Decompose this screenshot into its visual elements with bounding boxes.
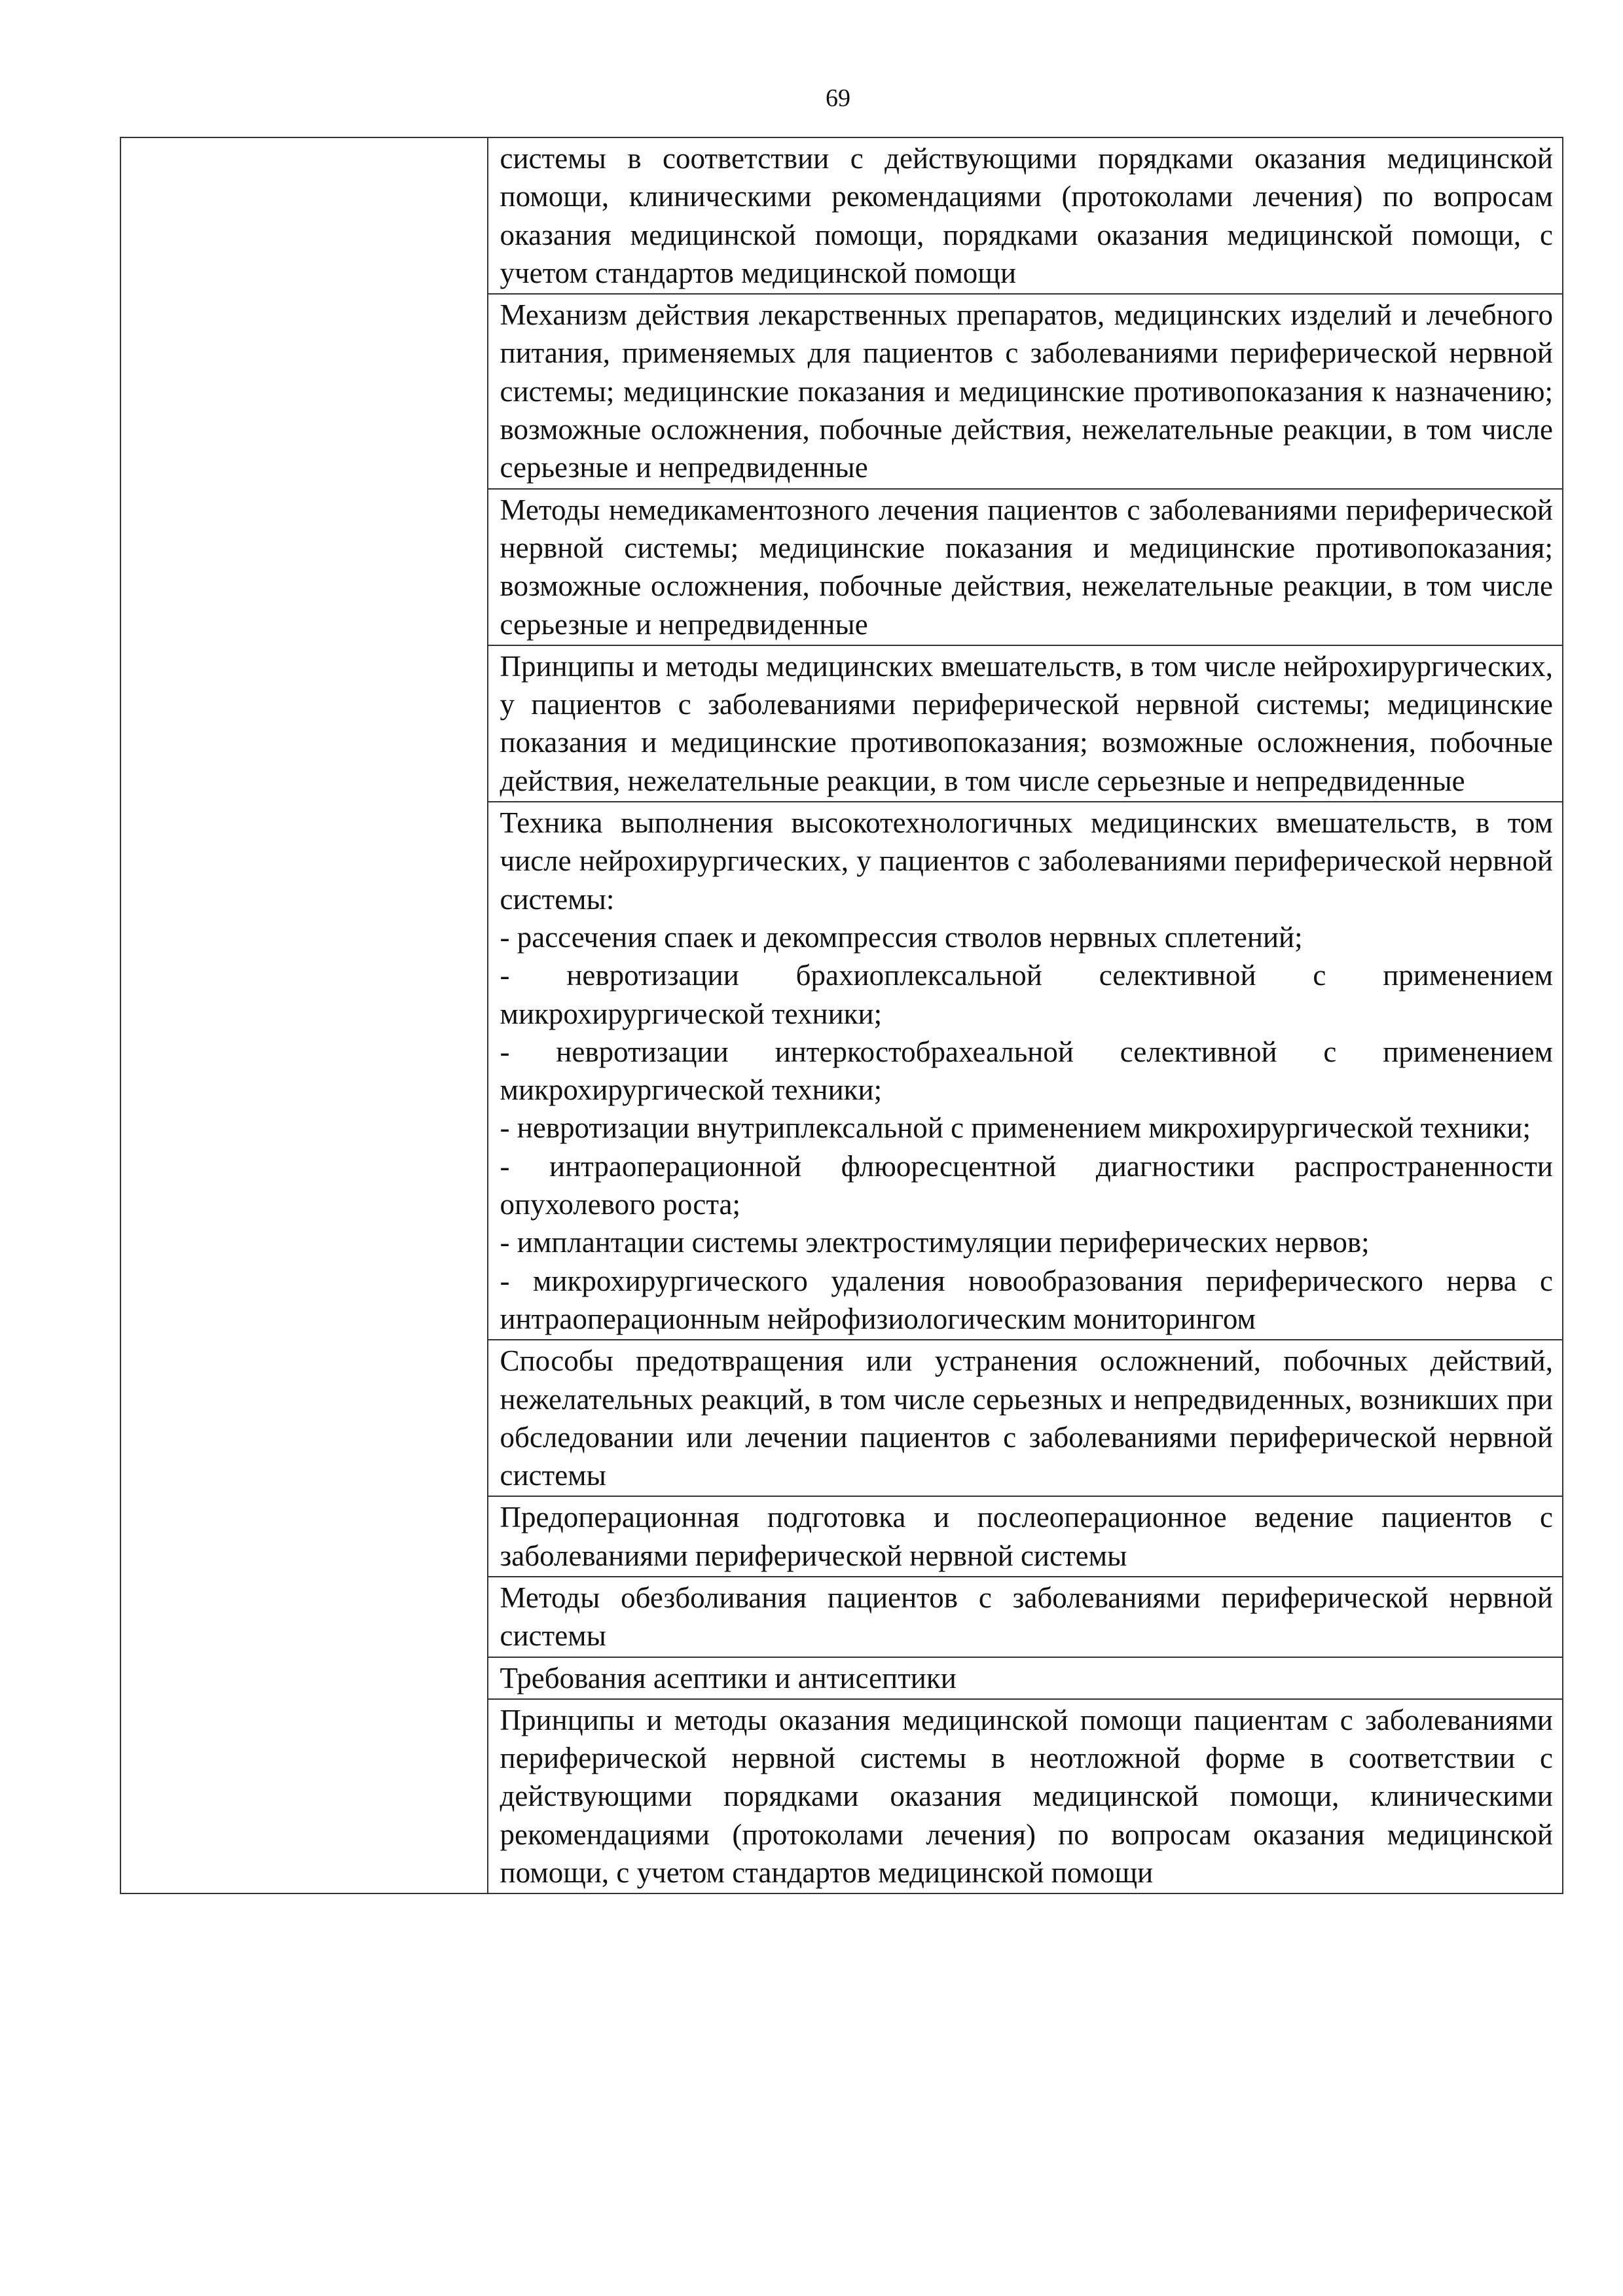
cell-line: Техника выполнения высокотехнологичных медицинских вмешательств, в том числе нейрохирургических, у пациентов с заболеваниями периферической нервной системы: bbox=[500, 806, 1553, 916]
cell-line: Способы предотвращения или устранения осложнений, побочных действий, нежелательных реакций, в том числе серьезных и непредвиденных, возникших при обследовании или лечении пациентов с заболеваниями периферической нервной системы bbox=[500, 1344, 1553, 1492]
table-cell bbox=[488, 1699, 1563, 1893]
cell-line: Принципы и методы медицинских вмешательств, в том числе нейрохирургических, у пациентов с заболеваниями периферической нервной системы; медицинские показания и медицинские противопоказания; возможные осложнения, побочные действия, нежелательные реакции, в том числе серьезные и непредвиденные bbox=[500, 649, 1553, 797]
cell-line: Предоперационная подготовка и послеоперационное ведение пациентов с заболеваниями периферической нервной системы bbox=[500, 1501, 1553, 1572]
list-item: - рассечения спаек и декомпрессия стволов нервных сплетений; bbox=[500, 920, 1303, 954]
list-item: - микрохирургического удаления новообразования периферического нерва с интраоперационным нейрофизиологическим мониторингом bbox=[500, 1264, 1553, 1335]
table-cell bbox=[488, 137, 1563, 294]
cell-text bbox=[488, 802, 1563, 1339]
table-cell bbox=[488, 489, 1563, 645]
list-item: - невротизации интеркостобрахеальной селективной с применением микрохирургической техники; bbox=[500, 1035, 1553, 1107]
table-cell bbox=[488, 1496, 1563, 1577]
table-cell bbox=[488, 1340, 1563, 1496]
knowledge-table bbox=[120, 137, 1563, 1894]
cell-line: Методы немедикаментозного лечения пациентов с заболеваниями периферической нервной системы; медицинские показания и медицинские противопоказания; возможные осложнения, побочные действия, нежелательные реакции, в том числе серьезные и непредвиденные bbox=[500, 493, 1553, 641]
cell-line: Методы обезболивания пациентов с заболеваниями периферической нервной системы bbox=[500, 1581, 1553, 1653]
table-row bbox=[120, 137, 1563, 294]
cell-line: Требования асептики и антисептики bbox=[500, 1661, 957, 1695]
cell-line: Принципы и методы оказания медицинской помощи пациентам с заболеваниями периферической нервной системы в неотложной форме в соответствии с действующими порядками оказания медицинской помощи, клиническими рекомендациями (протоколами лечения) по вопросам оказания медицинской помощи, с учетом стандартов медицинской помощи bbox=[500, 1703, 1553, 1890]
table-cell bbox=[488, 1657, 1563, 1699]
cell-text bbox=[488, 295, 1563, 488]
list-item: - невротизации внутриплексальной с применением микрохирургической техники; bbox=[500, 1111, 1531, 1145]
left-column-cell bbox=[120, 137, 488, 1893]
cell-text bbox=[488, 1497, 1563, 1576]
table-cell bbox=[488, 294, 1563, 488]
cell-text bbox=[488, 1658, 1563, 1698]
list-item: - имплантации системы электростимуляции периферических нервов; bbox=[500, 1226, 1370, 1259]
cell-line: Механизм действия лекарственных препаратов, медицинских изделий и лечебного питания, применяемых для пациентов с заболеваниями периферической нервной системы; медицинские показания и медицинские противопоказания к назначению; возможные осложнения, побочные действия, нежелательные реакции, в том числе серьезные и непредвиденные bbox=[500, 298, 1553, 484]
table-cell bbox=[488, 645, 1563, 802]
cell-text bbox=[488, 1700, 1563, 1893]
cell-text bbox=[488, 646, 1563, 801]
cell-line: системы в соответствии с действующими порядками оказания медицинской помощи, клиническими рекомендациями (протоколами лечения) по вопросам оказания медицинской помощи, порядками оказания медицинской помощи, с учетом стандартов медицинской помощи bbox=[500, 142, 1553, 289]
cell-text bbox=[488, 138, 1563, 293]
table-cell bbox=[488, 802, 1563, 1340]
page-number: 69 bbox=[826, 84, 850, 112]
table-cell bbox=[488, 1577, 1563, 1657]
cell-text bbox=[488, 490, 1563, 645]
list-item: - интраоперационной флюоресцентной диагностики распространенности опухолевого роста; bbox=[500, 1149, 1553, 1221]
cell-text bbox=[488, 1577, 1563, 1657]
cell-text bbox=[488, 1340, 1563, 1496]
list-item: - невротизации брахиоплексальной селективной с применением микрохирургической техники; bbox=[500, 959, 1553, 1030]
